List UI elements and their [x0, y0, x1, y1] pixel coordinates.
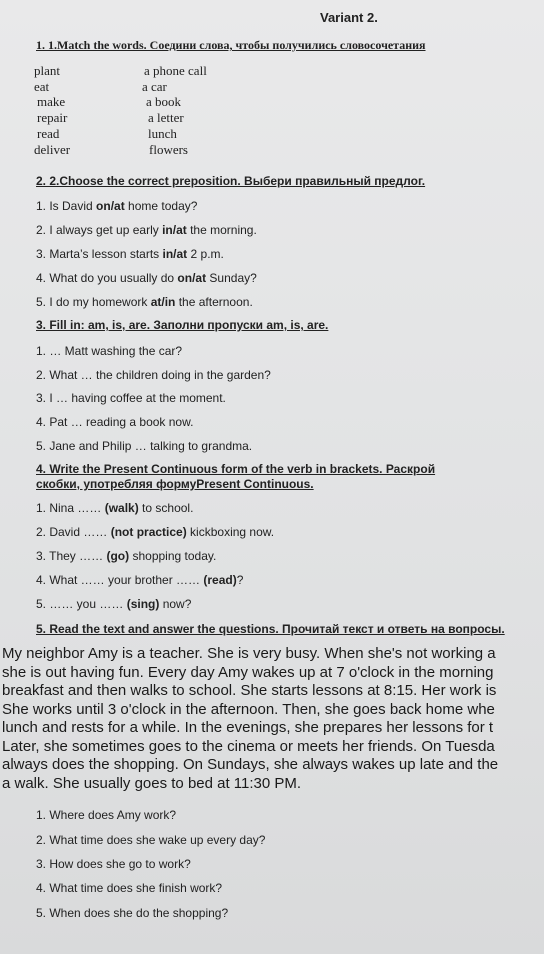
exercise-4-item: 3. They …… (go) shopping today. — [36, 549, 217, 563]
match-left-word: repair — [37, 110, 68, 126]
exercise-2-item: 2. I always get up early in/at the morning. — [36, 223, 257, 237]
question-item: 5. When does she do the shopping? — [36, 906, 229, 920]
question-item: 2. What time does she wake up every day? — [36, 833, 266, 847]
match-left-word: plant — [34, 63, 60, 78]
exercise-3-item: 1. … Matt washing the car? — [36, 344, 183, 358]
question-item: 3. How does she go to work? — [36, 857, 191, 871]
match-right-word: a phone call — [144, 63, 207, 78]
page-title: Variant 2. — [320, 10, 378, 25]
exercise-2-heading: 2. 2.Choose the correct preposition. Выбери правильный предлог. — [36, 174, 426, 188]
exercise-3-item: 2. What … the children doing in the garden? — [36, 368, 271, 382]
match-right-word: flowers — [149, 141, 188, 157]
match-right-word: a letter — [148, 110, 184, 126]
exercise-4-item: 2. David …… (not practice) kickboxing now. — [36, 525, 275, 539]
reading-text-line: a walk. She usually goes to bed at 11:30 PM. — [2, 774, 302, 792]
match-left-word: eat — [34, 78, 50, 94]
exercise-1-heading: 1. 1.Match the words. Соедини слова, чтобы получились словосочетания — [36, 38, 426, 52]
reading-text — [2, 645, 498, 793]
reading-text-line: always does the shopping. On Sundays, she always wakes up late and the — [2, 756, 499, 773]
exercise-5-heading: 5. Read the text and answer the questions. Прочитай текст и ответь на вопросы. — [36, 622, 505, 636]
match-left-word: read — [37, 125, 60, 141]
match-left-column — [34, 63, 70, 157]
exercise-4-item: 1. Nina …… (walk) to school. — [36, 501, 194, 515]
match-right-word: a car — [142, 78, 167, 94]
exercise-2-item: 3. Marta’s lesson starts in/at 2 p.m. — [36, 247, 224, 261]
match-right-word: a book — [146, 94, 182, 110]
exercise-3-item: 5. Jane and Philip … talking to grandma. — [36, 439, 253, 453]
match-right-column — [142, 63, 207, 157]
exercise-4-item: 4. What …… your brother …… (read)? — [36, 573, 244, 587]
question-item: 1. Where does Amy work? — [36, 808, 177, 822]
exercise-2-item: 4. What do you usually do on/at Sunday? — [36, 271, 257, 285]
reading-text-line: lunch and rests for a while. In the evenings, she prepares her lessons for t — [2, 719, 494, 736]
reading-text-line: Later, she sometimes goes to the cinema or meets her friends. On Tuesda — [2, 737, 495, 755]
exercise-2-item: 1. Is David on/at home today? — [36, 199, 198, 213]
match-left-word: deliver — [34, 141, 71, 157]
exercise-4-heading: 4. Write the Present Continuous form of the verb in brackets. Раскрой скобки, употребляя формуPresent Continuous. — [36, 462, 436, 491]
match-right-word: lunch — [148, 125, 177, 141]
exercise-3-item: 4. Pat … reading a book now. — [36, 415, 194, 429]
exercise-3-heading: 3. Fill in: am, is, are. Заполни пропуски am, is, are. — [36, 318, 329, 332]
reading-text-line: She works until 3 o'clock in the afternoon. Then, she goes back home whe — [2, 700, 495, 718]
reading-text-line: she is out having fun. Every day Amy wakes up at 7 o'clock in the morning — [2, 663, 494, 681]
exercise-4-item: 5. …… you …… (sing) now? — [36, 597, 192, 611]
match-left-word: make — [37, 94, 66, 110]
exercise-3-item: 3. I … having coffee at the moment. — [36, 391, 226, 405]
reading-text-line: breakfast and then walks to school. She starts lessons at 8:15. Her work is — [2, 682, 497, 699]
exercise-2-item: 5. I do my homework at/in the afternoon. — [36, 295, 253, 309]
question-item: 4. What time does she finish work? — [36, 881, 223, 895]
reading-text-line: My neighbor Amy is a teacher. She is very busy. When she's not working a — [2, 645, 496, 662]
